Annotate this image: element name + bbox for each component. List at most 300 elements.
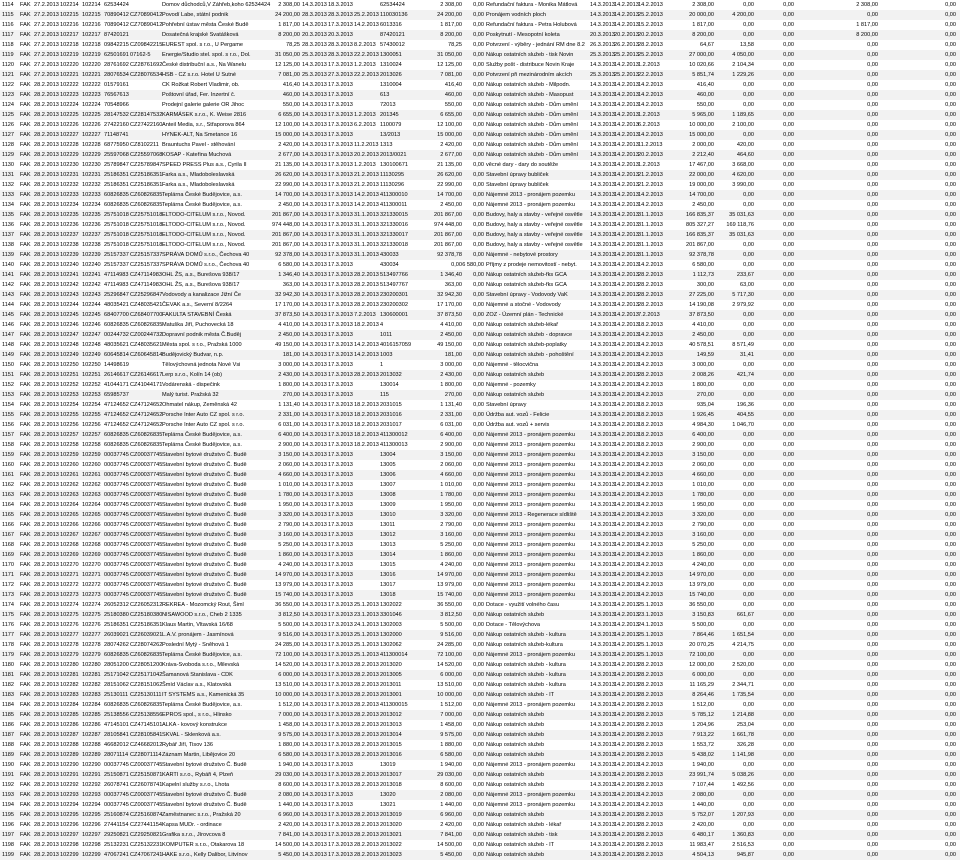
- table-cell: 14.2.2013: [614, 272, 639, 278]
- table-cell: Nákup ostatních služeb - Dům umění: [486, 102, 579, 108]
- table-cell: 00037745: [104, 552, 129, 558]
- table-cell: 0,00: [743, 702, 754, 708]
- table-cell: CZ00037745: [130, 792, 163, 798]
- table-cell: CZ25157337: [130, 262, 163, 268]
- table-cell: 13005: [380, 462, 396, 468]
- table-cell: 28.2.2013: [34, 632, 59, 638]
- table-cell: 0,00: [945, 482, 956, 488]
- table-cell: [130, 30, 162, 40]
- table-row: [0, 590, 960, 600]
- table-cell: 14.2.2013: [614, 252, 639, 258]
- table-cell: 1 112,73: [692, 272, 714, 278]
- table-cell: 3 150,00: [440, 452, 462, 458]
- table-cell: 0,00: [867, 652, 878, 658]
- table-cell: 22.2.2013: [354, 72, 379, 78]
- table-cell: 14.3.2013: [590, 662, 615, 668]
- table-cell: 17.3.2013: [328, 282, 353, 288]
- table-cell: 0,00: [473, 142, 484, 148]
- table-cell: 102262: [82, 482, 101, 488]
- table-cell: 14.2.2013: [638, 792, 663, 798]
- table-cell: 60645814: [104, 352, 129, 358]
- table-cell: 17.3.2013: [328, 332, 353, 338]
- table-cell: 102233: [82, 192, 101, 198]
- table-cell: 14 520,00: [437, 662, 462, 668]
- table-cell: 14.3.2013: [302, 682, 327, 688]
- table-cell: Refundační faktura - Petra Holubová: [486, 22, 577, 28]
- table-cell: 0,00: [945, 222, 956, 228]
- table-cell: 5 752,07: [692, 812, 714, 818]
- table-cell: 1 360,83: [732, 832, 754, 838]
- table-cell: 14.3.2013: [302, 572, 327, 578]
- table-cell: 26078741: [104, 782, 129, 788]
- table-cell: 0,00: [945, 132, 956, 138]
- table-cell: 420,00: [736, 142, 754, 148]
- table-cell: 25.3.2013: [590, 72, 615, 78]
- table-cell: 28.2.2013: [34, 562, 59, 568]
- table-cell: CK Rožkat Robert Vladimir, ob.: [162, 82, 240, 88]
- table-cell: Potvrzení při mezinárodním akcích: [486, 72, 573, 78]
- table-cell: 0,00: [473, 672, 484, 678]
- table-row: [0, 430, 960, 440]
- table-cell: 0,00: [945, 352, 956, 358]
- table-cell: 14.3.2013: [590, 602, 615, 608]
- table-cell: 17.3.2013: [328, 202, 353, 208]
- table-cell: 25.1.2013: [638, 642, 663, 648]
- table-cell: 0,00: [783, 822, 794, 828]
- table-cell: 14.3.2013: [302, 192, 327, 198]
- table-cell: 102243: [60, 292, 79, 298]
- table-cell: 17.3.2013: [328, 312, 353, 318]
- table-cell: 14.3.2013: [302, 422, 327, 428]
- table-cell: 102269: [82, 552, 101, 558]
- table-row: [0, 380, 960, 390]
- table-cell: 14.3.2013: [302, 282, 327, 288]
- table-cell: 0,00: [945, 302, 956, 308]
- table-cell: 0,00: [783, 2, 794, 8]
- table-cell: 14.2.2013: [614, 422, 639, 428]
- table-cell: 14.3.2013: [590, 102, 615, 108]
- table-cell: 15 000,00: [437, 132, 462, 138]
- table-cell: 1 010,00: [440, 482, 462, 488]
- table-cell: 102256: [82, 422, 101, 428]
- table-cell: 0,00: [867, 82, 878, 88]
- table-cell: 10 000,00: [437, 692, 462, 698]
- table-row: [0, 370, 960, 380]
- table-cell: 0,00: [473, 102, 484, 108]
- table-row: [0, 680, 960, 690]
- table-cell: 23.1.2013: [638, 612, 663, 618]
- table-cell: [354, 490, 380, 500]
- table-cell: 28.2.2013: [34, 332, 59, 338]
- table-cell: 1 141,98: [732, 752, 754, 758]
- table-cell: 14.3.2013: [590, 852, 615, 858]
- table-cell: 14 520,00: [275, 662, 300, 668]
- table-cell: Dotace - Tělovýchova: [486, 622, 540, 628]
- table-cell: 1135: [2, 212, 15, 218]
- table-cell: 0,00: [867, 452, 878, 458]
- table-row: [0, 420, 960, 430]
- table-cell: 14.2.2013: [614, 182, 639, 188]
- table-cell: 14.3.2013: [590, 432, 615, 438]
- table-cell: 14 970,00: [437, 572, 462, 578]
- table-cell: 0,00: [867, 332, 878, 338]
- table-cell: 72 100,00: [437, 652, 462, 658]
- table-cell: Nájemné 2013 - pronájem pozemku: [486, 472, 575, 478]
- table-cell: 13020: [380, 792, 396, 798]
- table-cell: 17.3.2013: [328, 102, 353, 108]
- table-cell: 28.2.2013: [34, 282, 59, 288]
- table-cell: 25.2.2013: [638, 52, 663, 58]
- table-cell: 28.2.2013: [34, 712, 59, 718]
- table-cell: FAK: [20, 402, 31, 408]
- table-cell: 102240: [60, 262, 79, 268]
- table-cell: 28.2.2013: [34, 812, 59, 818]
- table-cell: Nájemné 2013 - pronájem pozemku: [486, 532, 575, 538]
- table-cell: Nákup ostatních služeb - tisk: [486, 832, 558, 838]
- table-cell: 35 031,63: [729, 212, 754, 218]
- table-cell: Kapelní služby s.r.o., Lhota: [162, 782, 230, 788]
- table-cell: 0,00: [473, 722, 484, 728]
- table-cell: 102255: [82, 412, 101, 418]
- table-cell: 0,00: [945, 122, 956, 128]
- table-cell: 0,00: [945, 172, 956, 178]
- table-row: [0, 620, 960, 630]
- table-cell: 0,00: [945, 112, 956, 118]
- table-cell: 0,00: [473, 462, 484, 468]
- table-cell: [354, 0, 380, 10]
- table-cell: CZ48035621: [130, 342, 163, 348]
- table-cell: 0,00: [945, 712, 956, 718]
- table-cell: 0,00: [867, 462, 878, 468]
- table-row: [0, 140, 960, 150]
- table-cell: Nákup ostatních služeb-poplatky: [486, 342, 567, 348]
- table-cell: 14.2.2013: [614, 392, 639, 398]
- table-cell: 62501691: [104, 52, 129, 58]
- table-cell: 1134: [2, 202, 15, 208]
- table-cell: CZ47124652: [130, 412, 163, 418]
- table-row: [0, 640, 960, 650]
- table-cell: 14.3.2013: [302, 362, 327, 368]
- table-cell: 28.2.2013: [638, 752, 663, 758]
- table-cell: 28.2.2013: [34, 432, 59, 438]
- table-cell: věcné dary - dary do soutěže: [486, 162, 559, 168]
- table-cell: 28.2.2013: [34, 372, 59, 378]
- table-cell: 2 008,26: [692, 372, 714, 378]
- table-cell: 14.3.2013: [590, 202, 615, 208]
- table-cell: 28.2.2013: [354, 272, 379, 278]
- table-cell: 102267: [60, 532, 79, 538]
- table-cell: 1131: [2, 172, 15, 178]
- table-cell: 1 661,78: [732, 732, 754, 738]
- table-cell: CZ47145101: [130, 722, 163, 728]
- table-cell: 36 550,00: [275, 602, 300, 608]
- table-cell: 28.2.2013: [34, 672, 59, 678]
- table-cell: 0,00: [783, 212, 794, 218]
- table-cell: 00037745: [104, 472, 129, 478]
- table-cell: 14.2.2013: [614, 282, 639, 288]
- table-cell: 14.3.2013: [302, 852, 327, 858]
- table-cell: 0,00: [945, 692, 956, 698]
- table-cell: 26.2.2013: [614, 42, 639, 48]
- table-cell: 31.1.2013: [354, 252, 379, 258]
- table-cell: CZ00037745: [130, 462, 163, 468]
- table-cell: 27.2.2013: [34, 72, 59, 78]
- table-cell: 2013026: [380, 72, 402, 78]
- table-cell: CZ8102211: [130, 142, 159, 148]
- table-cell: 64,67: [700, 42, 714, 48]
- table-cell: 14.3.2013: [302, 492, 327, 498]
- table-cell: 14.3.2013: [590, 382, 615, 388]
- table-cell: 0,00: [783, 122, 794, 128]
- table-cell: 17.3.2013: [328, 62, 353, 68]
- table-cell: 25.1.2013: [638, 602, 663, 608]
- table-cell: 17.3.2013: [328, 732, 353, 738]
- table-cell: Nákup ostatních služeb: [486, 372, 545, 378]
- table-cell: 25.3.2013: [590, 52, 615, 58]
- table-cell: 14.2.2013: [614, 342, 639, 348]
- table-cell: 14.3.2013: [302, 692, 327, 698]
- table-cell: 102253: [60, 392, 79, 398]
- table-cell: Teplárna České Budějovice, a.s.: [162, 652, 242, 658]
- table-cell: 1.2.2013: [354, 112, 376, 118]
- table-cell: 31.1.2013: [638, 252, 663, 258]
- table-cell: 14.2.2013: [614, 792, 639, 798]
- table-cell: [354, 260, 380, 270]
- table-cell: 14.3.2013: [302, 432, 327, 438]
- table-row: [0, 490, 960, 500]
- table-cell: 21.2.2013: [354, 182, 379, 188]
- table-cell: 1153: [2, 392, 15, 398]
- table-cell: 0,00: [473, 662, 484, 668]
- table-row: [0, 800, 960, 810]
- table-cell: 00037745: [104, 502, 129, 508]
- table-cell: 0,00: [867, 622, 878, 628]
- table-cell: 15 000,00: [689, 132, 714, 138]
- table-cell: 0,00: [783, 852, 794, 858]
- table-cell: 0,00: [867, 632, 878, 638]
- table-cell: 28.2.2013: [34, 742, 59, 748]
- table-cell: 1 512,00: [692, 702, 714, 708]
- table-cell: 102241: [60, 272, 79, 278]
- table-cell: Nájemné 2013 - Regenerace sídliště: [486, 512, 577, 518]
- table-cell: 2 450,00: [440, 332, 462, 338]
- table-cell: 14.2.2013: [614, 62, 639, 68]
- table-cell: 0,00: [945, 202, 956, 208]
- table-cell: 0,00: [473, 552, 484, 558]
- table-cell: 2013005: [380, 672, 402, 678]
- table-cell: 0,00: [867, 552, 878, 558]
- table-cell: 0,00: [867, 202, 878, 208]
- table-cell: 1195: [2, 812, 15, 818]
- table-cell: 28.2.2013: [34, 692, 59, 698]
- table-cell: 102285: [82, 712, 101, 718]
- table-cell: FAK: [20, 732, 31, 738]
- table-cell: 102299: [60, 852, 79, 858]
- table-cell: 0,00: [473, 852, 484, 858]
- table-cell: 3 320,00: [278, 512, 300, 518]
- table-cell: 17.3.2013: [328, 672, 353, 678]
- table-cell: 25132231: [104, 842, 129, 848]
- table-cell: 28.2.2013: [34, 512, 59, 518]
- table-cell: 416,40: [696, 82, 714, 88]
- table-cell: 0,00: [945, 442, 956, 448]
- table-cell: 0,00: [473, 802, 484, 808]
- table-cell: 00037745: [104, 542, 129, 548]
- table-cell: Nájemné 2013 - pronájem pozemku: [486, 502, 575, 508]
- table-cell: 0,00: [783, 742, 794, 748]
- table-cell: 102297: [82, 832, 101, 838]
- table-cell: 3 000,00: [278, 362, 300, 368]
- table-cell: 0,00: [945, 592, 956, 598]
- table-cell: ELTODO-CITELUM s.r.o., Novod.: [162, 242, 246, 248]
- table-cell: 1159: [2, 452, 15, 458]
- table-cell: 102294: [60, 802, 79, 808]
- table-cell: 0,00: [867, 412, 878, 418]
- table-cell: FAK: [20, 262, 31, 268]
- table-cell: 14.3.2013: [590, 232, 615, 238]
- table-cell: CZ00037745: [130, 452, 163, 458]
- table-cell: 28.2.2013: [34, 322, 59, 328]
- table-cell: 6 580,00: [692, 262, 714, 268]
- table-cell: 25.1.2013: [638, 652, 663, 658]
- table-cell: 102240: [82, 262, 101, 268]
- table-cell: 0,00: [783, 732, 794, 738]
- table-cell: FAK: [20, 72, 31, 78]
- table-cell: 28.2.2013: [354, 682, 379, 688]
- table-cell: 0,00: [473, 282, 484, 288]
- table-cell: 28.2.2013: [354, 782, 379, 788]
- table-cell: 28.3.2013: [328, 12, 353, 18]
- table-cell: 25.2.2013: [614, 52, 639, 58]
- table-cell: 28.2.2013: [34, 592, 59, 598]
- table-cell: Nájemné 2013 - pronájem pozemku: [486, 482, 575, 488]
- table-cell: 14.2.2013: [614, 132, 639, 138]
- table-cell: 17.3.2013: [328, 462, 353, 468]
- table-cell: 14.3.2013: [590, 12, 615, 18]
- table-cell: 935,04: [696, 402, 714, 408]
- table-cell: 0,00: [473, 2, 484, 8]
- table-row: [0, 340, 960, 350]
- table-cell: 2013015: [380, 742, 402, 748]
- table-cell: 270,00: [282, 392, 300, 398]
- table-cell: 3 320,00: [440, 512, 462, 518]
- table-cell: 13019: [380, 762, 396, 768]
- table-cell: 1143: [2, 292, 15, 298]
- table-cell: 22.2.2013: [638, 72, 663, 78]
- table-cell: 0,00: [473, 502, 484, 508]
- table-cell: 17.3.2013: [328, 112, 353, 118]
- table-cell: 1137: [2, 232, 15, 238]
- table-cell: 13 510,00: [437, 682, 462, 688]
- table-cell: [354, 580, 380, 590]
- table-cell: 0,00: [473, 272, 484, 278]
- table-cell: 1 800,00: [440, 382, 462, 388]
- table-row: [0, 850, 960, 860]
- table-cell: 14.3.2013: [590, 522, 615, 528]
- table-cell: 6 031,00: [278, 422, 300, 428]
- table-cell: 17.3.2013: [328, 532, 353, 538]
- table-cell: HAKE s.r.o., Kelly Dalibor, Litvínov: [162, 852, 248, 858]
- table-cell: 17.3.2013: [328, 652, 353, 658]
- table-cell: FAK: [20, 132, 31, 138]
- table-cell: 14.2.2013: [614, 772, 639, 778]
- table-cell: [354, 790, 380, 800]
- table-cell: 14.3.2013: [302, 402, 327, 408]
- table-cell: 17.3.2013: [328, 82, 353, 88]
- table-cell: 1183: [2, 692, 15, 698]
- table-cell: FAK: [20, 232, 31, 238]
- table-cell: 17.3.2013: [328, 572, 353, 578]
- table-cell: 20.2.2013: [638, 32, 663, 38]
- table-cell: 201 867,00: [272, 232, 300, 238]
- table-cell: 7 841,00: [278, 832, 300, 838]
- table-cell: CZ28151062: [130, 682, 163, 688]
- table-cell: 28.2.2013: [34, 642, 59, 648]
- table-cell: 14.3.2013: [302, 672, 327, 678]
- table-cell: 0,00: [473, 392, 484, 398]
- table-cell: 0,00: [945, 82, 956, 88]
- table-cell: 00037745: [104, 462, 129, 468]
- table-cell: Nájemné 2013 - pronájem pozemku: [486, 192, 575, 198]
- table-cell: 102219: [60, 52, 79, 58]
- table-cell: 6.2.2013: [638, 122, 660, 128]
- table-cell: Stavební bytové družstvo Č. Budě: [162, 532, 247, 538]
- table-cell: 17.3.2013: [328, 772, 353, 778]
- table-cell: 0,00: [783, 82, 794, 88]
- table-cell: 102242: [60, 282, 79, 288]
- table-cell: FAK: [20, 272, 31, 278]
- table-cell: 14.3.2013: [590, 782, 615, 788]
- table-cell: Teplárna České Budějovice, a.s.: [162, 192, 242, 198]
- table-cell: 1182: [2, 682, 15, 688]
- table-cell: 102290: [60, 762, 79, 768]
- table-cell: 0,00: [743, 322, 754, 328]
- table-cell: 25751018: [104, 222, 129, 228]
- table-cell: 14.2.2013: [638, 362, 663, 368]
- table-row: [0, 0, 960, 10]
- table-cell: 14.3.2013: [590, 702, 615, 708]
- table-cell: Nájemné 2013 - pronájem pozemku: [486, 542, 575, 548]
- table-cell: 70548966: [104, 102, 129, 108]
- table-cell: ELTODO-CITELUM s.r.o., Novod.: [162, 212, 246, 218]
- table-cell: 28.2.2013: [354, 852, 379, 858]
- table-cell: [354, 570, 380, 580]
- table-cell: 2 790,00: [692, 522, 714, 528]
- table-cell: CZ27441154: [130, 822, 162, 828]
- table-cell: CZ25180380: [130, 612, 163, 618]
- table-cell: 1 010,00: [692, 482, 714, 488]
- table-cell: 60826835: [104, 702, 129, 708]
- table-row: [0, 540, 960, 550]
- table-cell: 6 655,00: [440, 112, 462, 118]
- table-cell: 805 327,27: [686, 222, 714, 228]
- table-cell: 102255: [60, 412, 79, 418]
- table-cell: [354, 540, 380, 550]
- table-cell: 1161: [2, 472, 15, 478]
- table-cell: 78,25: [448, 42, 462, 48]
- table-cell: 0,00: [867, 282, 878, 288]
- table-cell: 1179: [2, 652, 15, 658]
- table-cell: 14.2.2013: [638, 2, 663, 8]
- table-cell: 28.2.2013: [34, 552, 59, 558]
- table-cell: Nákup ostatních služeb-fks GCA: [486, 272, 567, 278]
- table-cell: 0,00: [945, 312, 956, 318]
- table-cell: CZ00037745: [130, 562, 163, 568]
- table-cell: CZ00037745: [130, 482, 163, 488]
- table-cell: 0,00: [783, 842, 794, 848]
- table-cell: 00037745: [104, 562, 129, 568]
- table-cell: 14.2.2013: [638, 532, 663, 538]
